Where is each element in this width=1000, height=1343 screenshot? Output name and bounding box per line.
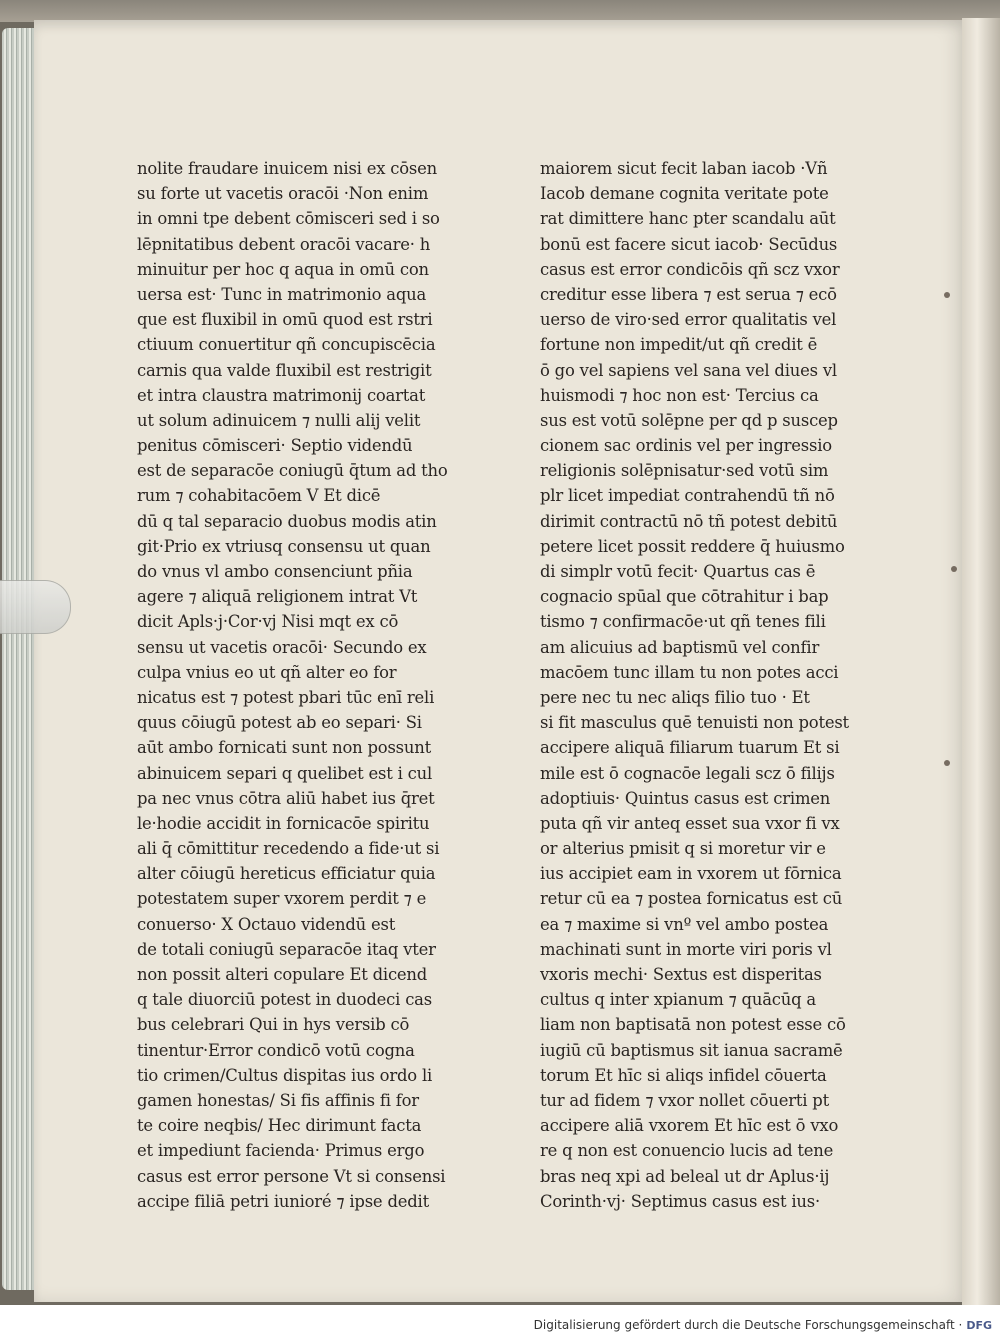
text-line: retur cū ea ⁊ postea fornicatus est cū [540, 889, 843, 909]
text-line: carnis qua valde fluxibil est restrigit [137, 360, 432, 380]
text-line: pa nec vnus cōtra aliū habet ius q̄ret [137, 788, 435, 808]
text-line: accipe filiā petri iunioré ⁊ ipse dedit [137, 1191, 429, 1211]
text-line: huismodi ⁊ hoc non est· Tercius ca [540, 385, 819, 405]
text-line: minuitur per hoc q aqua in omū con [137, 259, 429, 279]
text-line: uerso de viro·sed error qualitatis vel [540, 310, 837, 330]
text-line: bonū est facere sicut iacob· Secūdus [540, 234, 838, 254]
text-line: ut solum adinuicem ⁊ nulli alij velit [137, 410, 421, 430]
text-line: vxoris mechi· Sextus est disperitas [540, 965, 822, 984]
text-line: quus cōiugū potest ab eo separi· Si [137, 713, 422, 733]
text-line: gamen honestas/ Si fis affinis fi for [137, 1090, 419, 1110]
text-line: alter cōiugū hereticus efficiatur quia [137, 864, 436, 884]
text-line: nicatus est ⁊ potest pbari tūc enī reli [137, 687, 435, 707]
text-line: pere nec tu nec aliqs filio tuo · Et [540, 687, 810, 707]
text-line: macōem tunc illam tu non potes acci [540, 662, 839, 682]
text-line: abinuicem separi q quelibet est i cul [137, 763, 433, 783]
text-line: do vnus vl ambo consenciunt pñia [137, 562, 413, 581]
text-line: nolite fraudare inuicem nisi ex cōsen [137, 159, 438, 178]
wormhole [944, 292, 950, 298]
text-line: sensu ut vacetis oracōi· Secundo ex [137, 637, 427, 657]
footer-credit [0, 1318, 1000, 1343]
text-line: Iacob demane cognita veritate pote [540, 184, 829, 204]
text-line: accipere aliquā filiarum tuarum Et si [540, 738, 840, 758]
text-line: casus est error condicōis qñ scz vxor [540, 259, 840, 279]
text-line: dirimit contractū nō tñ potest debitū [540, 511, 838, 531]
text-line: est de separacōe coniugū q̄tum ad tho [137, 461, 448, 481]
text-line: et intra claustra matrimonij coartat [137, 385, 426, 405]
book-gutter [962, 18, 1000, 1305]
text-line: tio crimen/Cultus dispitas ius ordo li [137, 1065, 433, 1085]
text-line: lēpnitatibus debent oracōi vacare· h [137, 234, 431, 254]
text-line: ō go vel sapiens vel sana vel diues vl [540, 360, 837, 380]
text-line: fortune non impedit/ut qñ credit ē [540, 335, 818, 355]
text-line: mile est ō cognacōe legali scz ō filijs [540, 763, 835, 783]
dfg-logo: DFG [966, 1319, 992, 1332]
text-line: creditur esse libera ⁊ est serua ⁊ ecō [540, 284, 837, 304]
text-line: le·hodie accidit in fornicacōe spiritu [137, 813, 430, 833]
text-line: adoptiuis· Quintus casus est crimen [540, 788, 831, 808]
text-line: casus est error persone Vt si consensi [137, 1166, 446, 1186]
text-line: cultus q inter xpianum ⁊ quācūq a [540, 990, 816, 1010]
text-line: te coire neqbis/ Hec dirimunt facta [137, 1116, 422, 1136]
text-line: potestatem super vxorem perdit ⁊ e [137, 889, 427, 909]
text-line: di simplr votū fecit· Quartus cas ē [540, 562, 816, 581]
text-line: de totali coniugū separacōe itaq vter [137, 939, 436, 959]
text-line: su forte ut vacetis oracōi ·Non enim [137, 184, 429, 204]
text-line: conuerso· X Octauo videndū est [137, 914, 396, 934]
text-line: liam non baptisatā non potest esse cō [540, 1015, 846, 1035]
text-line: cognacio spūal que cōtrahitur i bap [540, 587, 829, 607]
text-line: maiorem sicut fecit laban iacob ·Vñ [540, 159, 828, 178]
text-line: ali q̄ cōmittitur recedendo a fide·ut si [137, 839, 440, 859]
text-line: ea ⁊ maxime si vnº vel ambo postea [540, 914, 829, 934]
text-line: or alterius pmisit q si moretur vir e [540, 839, 826, 859]
book-clamp [0, 580, 71, 634]
text-line: bus celebrari Qui in hys versib cō [137, 1015, 410, 1035]
text-line: si fit masculus quē tenuisti non potest [540, 713, 849, 733]
text-line: git·Prio ex vtriusq consensu ut quan [137, 536, 431, 556]
text-line: tur ad fidem ⁊ vxor nollet cōuerti pt [540, 1090, 829, 1110]
text-line: religionis solēpnisatur·sed votū sim [540, 461, 829, 481]
book-top-edge [0, 0, 1000, 22]
text-line: ius accipiet eam in vxorem ut fōrnica [540, 864, 842, 884]
wormhole [951, 566, 957, 572]
text-line: re q non est conuencio lucis ad tene [540, 1141, 834, 1161]
right-text-column [540, 156, 870, 1214]
text-line: iugiū cū baptismus sit ianua sacramē [540, 1040, 843, 1060]
text-line: rum ⁊ cohabitacōem V Et dicē [137, 486, 381, 506]
text-line: plr licet impediat contrahendū tñ nō [540, 486, 835, 506]
text-line: agere ⁊ aliquā religionem intrat Vt [137, 587, 418, 607]
text-line: bras neq xpi ad beleal ut dr Aplus·ij [540, 1166, 830, 1186]
text-line: tinentur·Error condicō votū cogna [137, 1040, 415, 1060]
footer-text: Digitalisierung gefördert durch die Deutsche Forschungsgemeinschaft · [533, 1318, 963, 1332]
text-line: am alicuius ad baptismū vel confir [540, 637, 820, 657]
text-line: in omni tpe debent cōmisceri sed i so [137, 209, 440, 229]
text-line: culpa vnius eo ut qñ alter eo for [137, 662, 397, 682]
text-line: Corinth·vj· Septimus casus est ius· [540, 1191, 820, 1211]
text-line: cionem sac ordinis vel per ingressio [540, 436, 832, 456]
left-text-column [137, 156, 467, 1214]
text-line: uersa est· Tunc in matrimonio aqua [137, 284, 427, 304]
text-line: petere licet possit reddere q̄ huiusmo [540, 536, 845, 556]
text-line: et impediunt facienda· Primus ergo [137, 1141, 425, 1161]
text-line: aūt ambo fornicati sunt non possunt [137, 738, 431, 758]
text-line: q tale diuorciū potest in duodeci cas [137, 990, 432, 1010]
text-line: penitus cōmisceri· Septio videndū [137, 436, 413, 456]
text-line: accipere aliā vxorem Et hīc est ō vxo [540, 1116, 839, 1136]
text-line: puta qñ vir anteq esset sua vxor fi vx [540, 813, 840, 833]
text-line: torum Et hīc si aliqs infidel cōuerta [540, 1065, 827, 1085]
text-line: ctiuum conuertitur qñ concupiscēcia [137, 335, 436, 355]
page-stack-edge [2, 28, 36, 1290]
wormhole [944, 760, 950, 766]
text-line: dū q tal separacio duobus modis atin [137, 511, 437, 531]
text-line: non possit alteri copulare Et dicend [137, 965, 428, 984]
text-line: rat dimittere hanc pter scandalu aūt [540, 209, 836, 229]
text-line: tismo ⁊ confirmacōe·ut qñ tenes fili [540, 612, 826, 632]
text-line: machinati sunt in morte viri poris vl [540, 939, 832, 959]
text-line: que est fluxibil in omū quod est rstri [137, 310, 433, 330]
text-line: dicit Apls·j·Cor·vj Nisi mqt ex cō [137, 612, 399, 632]
text-line: sus est votū solēpne per qd p suscep [540, 410, 838, 430]
